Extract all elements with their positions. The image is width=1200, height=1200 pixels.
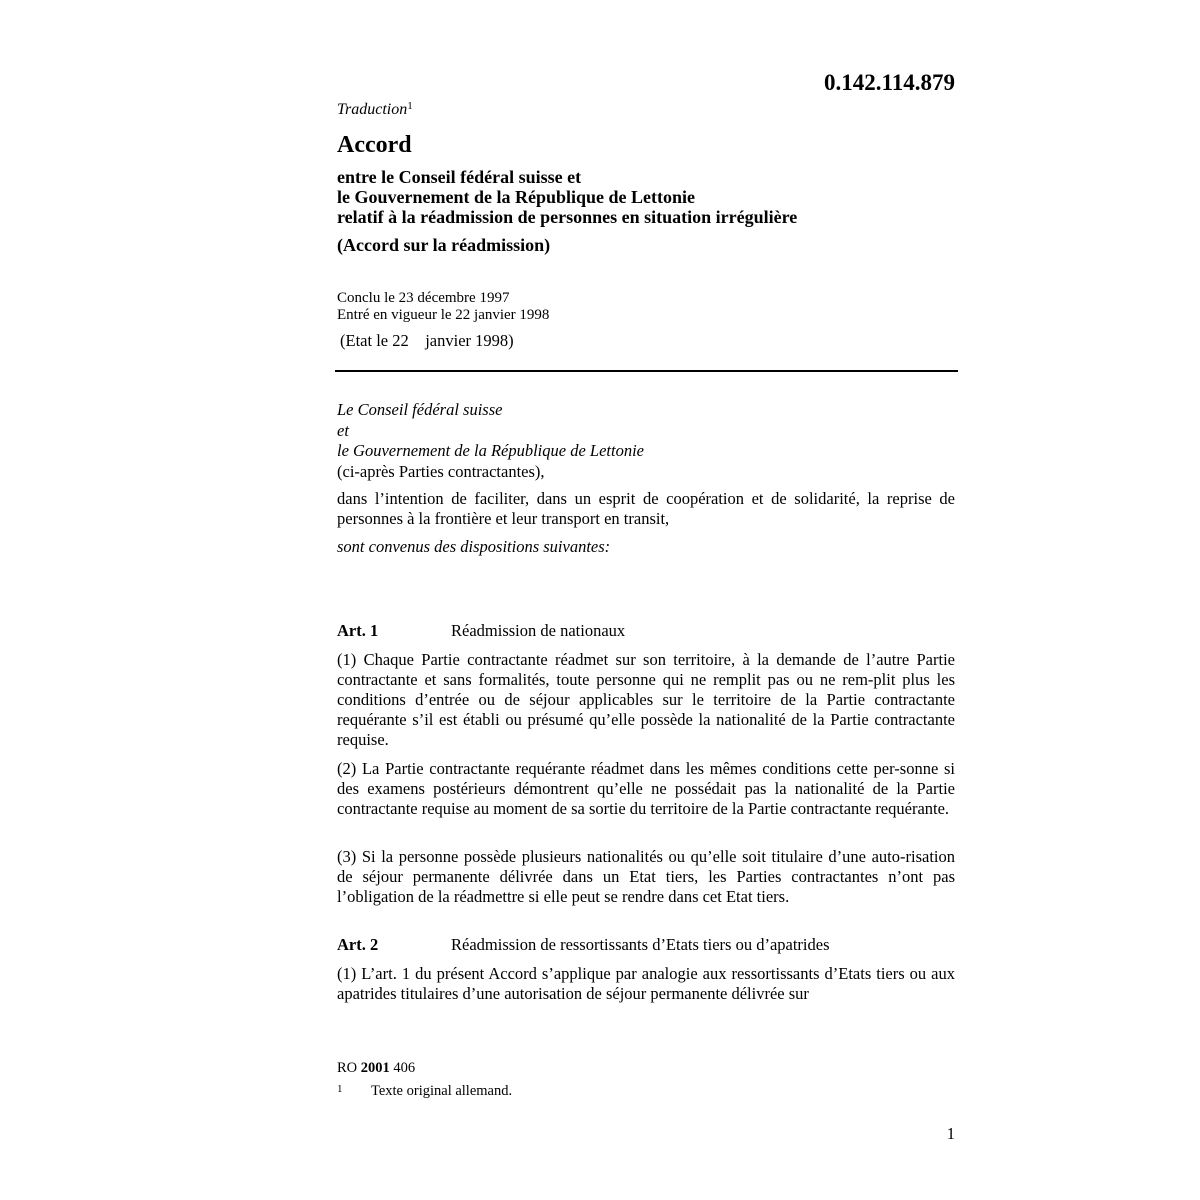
article-title: Réadmission de ressortissants d’Etats tiers ou d’apatrides bbox=[451, 935, 830, 954]
article-number: Art. 1 bbox=[337, 621, 379, 640]
footnote-text: Texte original allemand. bbox=[371, 1083, 513, 1099]
document-title: Accord bbox=[337, 132, 412, 158]
date-vigueur: Entré en vigueur le 22 janvier 1998 bbox=[337, 307, 550, 323]
page-number: 1 bbox=[946, 1124, 955, 1143]
subtitle-line-1: entre le Conseil fédéral suisse et bbox=[337, 167, 582, 187]
party-1: Le Conseil fédéral suisse bbox=[337, 400, 503, 419]
ro-prefix: RO bbox=[337, 1060, 361, 1076]
document-subtitle bbox=[337, 167, 797, 227]
date-etat: (Etat le 22 janvier 1998) bbox=[340, 331, 514, 350]
traduction-label bbox=[337, 100, 413, 119]
dates-block bbox=[337, 290, 549, 324]
ro-reference bbox=[337, 1058, 512, 1079]
article-heading bbox=[337, 935, 830, 955]
header-rule bbox=[335, 370, 958, 372]
article-title: Réadmission de nationaux bbox=[451, 621, 626, 640]
article-paragraph: (3) Si la personne possède plusieurs nationalités ou qu’elle soit titulaire d’une auto-risation de séjour permanente délivrée dans un Etat tiers, les Parties contractantes n’ont pas l’obligation de la réadmettre si elle peut se rendre dans cet Etat tiers. bbox=[337, 847, 955, 906]
footnote-ref: 1 bbox=[407, 100, 413, 112]
ro-year: 2001 bbox=[360, 1060, 390, 1076]
sr-number: 0.142.114.879 bbox=[824, 70, 955, 95]
footnote-area bbox=[337, 1058, 512, 1102]
footnote bbox=[337, 1079, 512, 1102]
article-paragraph: (1) L’art. 1 du présent Accord s’applique par analogie aux ressortissants d’Etats tiers ou aux apatrides titulaires d’une autorisation de séjour permanente délivrée sur bbox=[337, 964, 955, 1003]
parties-definition: (ci-après Parties contractantes), bbox=[337, 461, 545, 481]
party-2: le Gouvernement de la République de Lettonie bbox=[337, 441, 644, 460]
footnote-number: 1 bbox=[337, 1083, 343, 1095]
short-title: (Accord sur la réadmission) bbox=[337, 235, 551, 255]
traduction-text: Traduction bbox=[337, 101, 408, 118]
article-heading bbox=[337, 621, 625, 641]
subtitle-line-2: le Gouvernement de la République de Lettonie bbox=[337, 187, 695, 207]
preamble-intention: dans l’intention de faciliter, dans un esprit de coopération et de solidarité, la reprise de personnes à la frontière et leur transport en transit, bbox=[337, 489, 955, 528]
preamble-agreement: sont convenus des dispositions suivantes: bbox=[337, 537, 611, 556]
article-number: Art. 2 bbox=[337, 935, 379, 954]
ro-page: 406 bbox=[389, 1060, 416, 1076]
subtitle-line-3: relatif à la réadmission de personnes en situation irrégulière bbox=[337, 207, 798, 227]
article-paragraph: (1) Chaque Partie contractante réadmet sur son territoire, à la demande de l’autre Partie contractante et sans formalités, toute personne qui ne remplit pas ou ne rem-plit plus les conditions d’entrée ou de séjour applicables sur le territoire de la Partie contractante requérante s’il est établi ou présumé qu’elle possède la nationalité de la Partie contractante requise. bbox=[337, 650, 955, 749]
preamble-parties bbox=[337, 400, 644, 482]
party-conjunction: et bbox=[337, 420, 349, 440]
date-conclu: Conclu le 23 décembre 1997 bbox=[337, 290, 510, 306]
article-paragraph: (2) La Partie contractante requérante réadmet dans les mêmes conditions cette per-sonne si des examens postérieurs démontrent qu’elle ne possédait pas la nationalité de la Partie contractante requise au moment de sa sortie du territoire de la Partie contractante requérante. bbox=[337, 759, 955, 818]
